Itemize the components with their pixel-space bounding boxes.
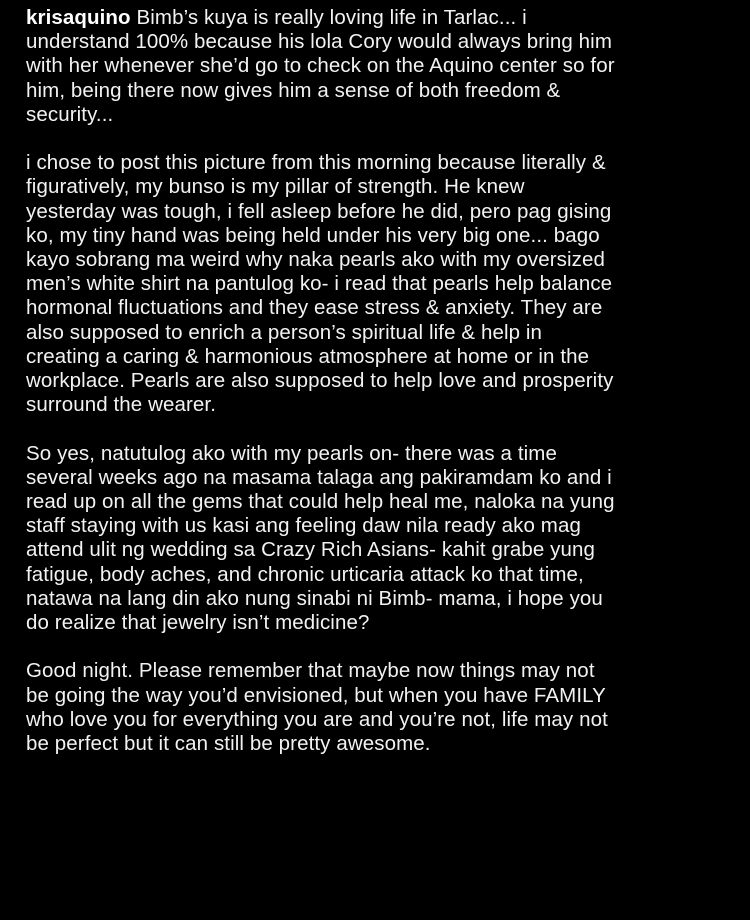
caption-line: attend ulit ng wedding sa Crazy Rich Asians- kahit grabe yung: [26, 538, 596, 562]
caption-line: creating a caring & harmonious atmosphere at home or in the: [26, 344, 590, 368]
caption-paragraph-4: [26, 659, 730, 756]
caption-paragraph-2: [26, 151, 730, 417]
caption-line: i chose to post this picture from this morning because literally &: [26, 151, 606, 175]
caption-paragraph-1: [26, 6, 730, 127]
caption-line: do realize that jewelry isn’t medicine?: [26, 611, 370, 635]
caption-line: be going the way you’d envisioned, but when you have FAMILY: [26, 683, 606, 707]
caption-line: surround the wearer.: [26, 393, 217, 417]
caption-line: [26, 6, 730, 30]
caption-line: understand 100% because his lola Cory would always bring him: [26, 30, 613, 54]
caption-line: natawa na lang din ako nung sinabi ni Bimb- mama, i hope you: [26, 586, 603, 610]
caption-line: ko, my tiny hand was being held under his very big one... bago: [26, 223, 600, 247]
caption-line: also supposed to enrich a person’s spiritual life & help in: [26, 320, 543, 344]
caption-line: staff staying with us kasi ang feeling daw nila ready ako mag: [26, 514, 581, 538]
caption-text: Bimb’s kuya is really loving life in Tarlac... i: [130, 6, 527, 29]
caption-paragraph-3: [26, 442, 730, 636]
caption-line: who love you for everything you are and you’re not, life may not: [26, 707, 608, 731]
username-link[interactable]: krisaquino: [26, 6, 131, 29]
caption-line: workplace. Pearls are also supposed to help love and prosperity: [26, 369, 614, 393]
caption-line: figuratively, my bunso is my pillar of strength. He knew: [26, 175, 525, 199]
caption-line: several weeks ago na masama talaga ang pakiramdam ko and i: [26, 465, 612, 489]
caption-line: security...: [26, 102, 114, 126]
caption-line: yesterday was tough, i fell asleep before he did, pero pag gising: [26, 199, 612, 223]
caption-line: kayo sobrang ma weird why naka pearls ako with my oversized: [26, 248, 606, 272]
caption-line: Good night. Please remember that maybe now things may not: [26, 659, 595, 683]
caption-line: men’s white shirt na pantulog ko- i read that pearls help balance: [26, 272, 613, 296]
caption-line: hormonal fluctuations and they ease stress & anxiety. They are: [26, 296, 603, 320]
caption-line: be perfect but it can still be pretty awesome.: [26, 732, 431, 756]
caption-line: with her whenever she’d go to check on the Aquino center so for: [26, 54, 615, 78]
caption-line: him, being there now gives him a sense of both freedom &: [26, 78, 561, 102]
caption-line: read up on all the gems that could help heal me, naloka na yung: [26, 490, 615, 514]
post-caption: [26, 6, 730, 780]
caption-line: fatigue, body aches, and chronic urticaria attack ko that time,: [26, 562, 584, 586]
caption-line: So yes, natutulog ako with my pearls on- there was a time: [26, 441, 557, 465]
